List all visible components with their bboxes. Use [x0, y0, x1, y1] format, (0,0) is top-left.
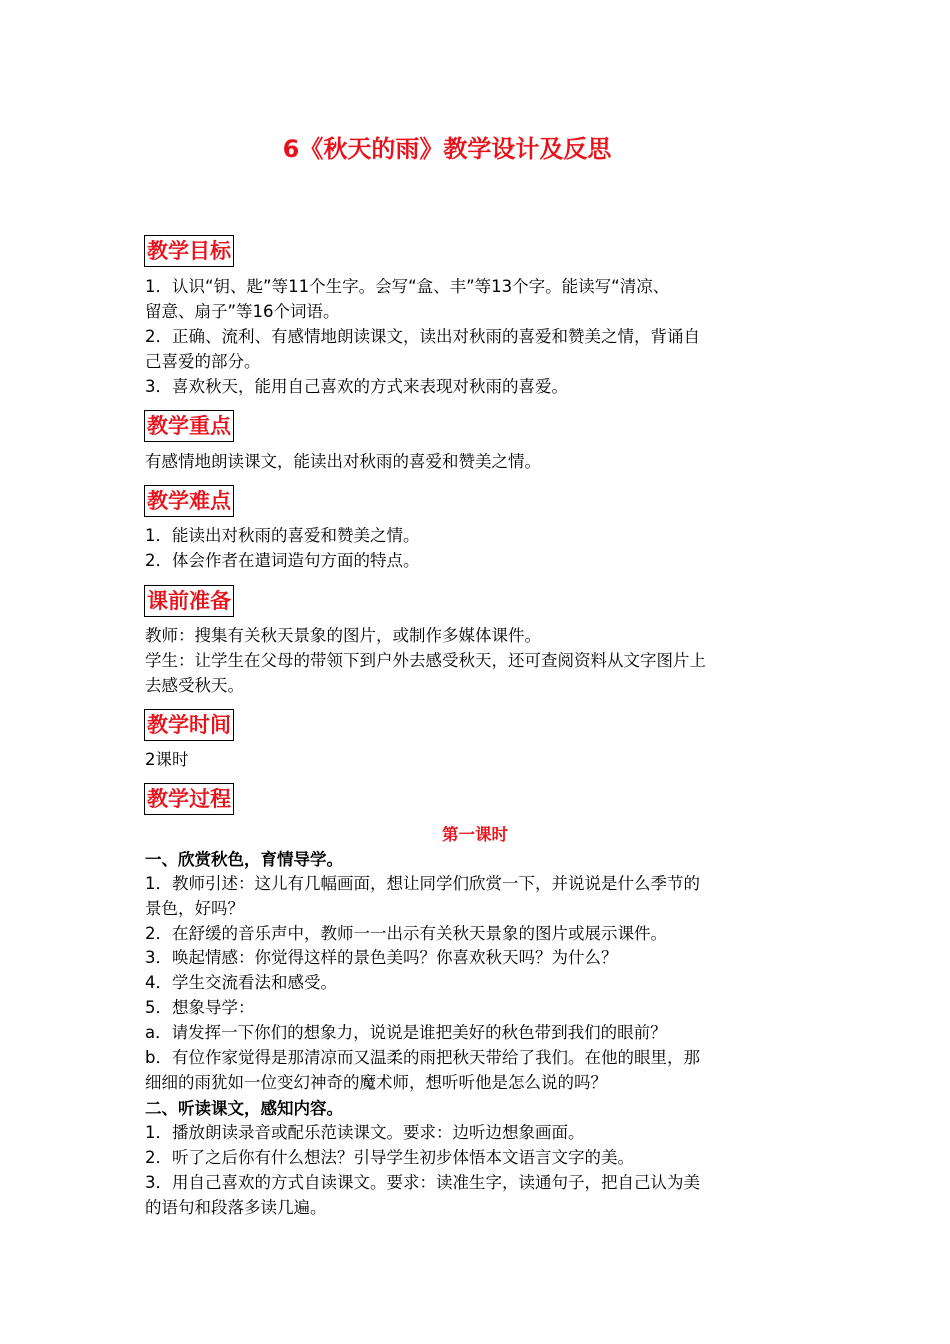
part2-title: 二、听读课文，感知内容。 [145, 1099, 343, 1118]
part1-line: 1．教师引述：这儿有几幅画面，想让同学们欣赏一下，并说说是什么季节的 [145, 874, 700, 893]
goals-line: 己喜爱的部分。 [145, 352, 261, 371]
section-heading-key-points: 教学重点 [144, 410, 234, 442]
section-heading-time: 教学时间 [144, 709, 234, 741]
part1-title: 一、欣赏秋色，育情导学。 [145, 850, 343, 869]
section-heading-process: 教学过程 [144, 783, 234, 815]
part2-line: 1．播放朗读录音或配乐范读课文。要求：边听边想象画面。 [145, 1123, 585, 1142]
part2-line: 2．听了之后你有什么想法？引导学生初步体悟本文语言文字的美。 [145, 1148, 634, 1167]
part1-line: 5．想象导学： [145, 998, 255, 1017]
part2-line: 3．用自己喜欢的方式自读课文。要求：读准生字，读通句子，把自己认为美 [145, 1173, 700, 1192]
preparation-line: 教师：搜集有关秋天景象的图片，或制作多媒体课件。 [145, 626, 541, 645]
part1-line: 2．在舒缓的音乐声中，教师一一出示有关秋天景象的图片或展示课件。 [145, 924, 667, 943]
goals-line: 留意、扇子”等16个词语。 [145, 302, 340, 321]
part1-line: 4．学生交流看法和感受。 [145, 973, 337, 992]
lesson-title: 第一课时 [442, 825, 508, 844]
difficulties-line: 1．能读出对秋雨的喜爱和赞美之情。 [145, 526, 420, 545]
part1-line: b．有位作家觉得是那清凉而又温柔的雨把秋天带给了我们。在他的眼里，那 [145, 1048, 700, 1067]
goals-line: 1．认识“钥、匙”等11个生字。会写“盒、丰”等13个字。能读写“清凉、 [145, 277, 670, 296]
section-heading-difficulties: 教学难点 [144, 485, 234, 517]
part2-line: 的语句和段落多读几遍。 [145, 1198, 327, 1217]
difficulties-line: 2．体会作者在遣词造句方面的特点。 [145, 551, 420, 570]
part1-line: 景色，好吗？ [145, 899, 244, 918]
section-heading-preparation: 课前准备 [144, 585, 234, 617]
part1-line: a．请发挥一下你们的想象力，说说是谁把美好的秋色带到我们的眼前？ [145, 1023, 667, 1042]
preparation-line: 去感受秋天。 [145, 676, 244, 695]
part1-line: 细细的雨犹如一位变幻神奇的魔术师，想听听他是怎么说的吗？ [145, 1073, 607, 1092]
section-heading-goals: 教学目标 [144, 235, 234, 267]
preparation-line: 学生：让学生在父母的带领下到户外去感受秋天，还可查阅资料从文字图片上 [145, 651, 706, 670]
goals-line: 3．喜欢秋天，能用自己喜欢的方式来表现对秋雨的喜爱。 [145, 377, 568, 396]
document-title: 6《秋天的雨》教学设计及反思 [282, 135, 612, 163]
key-points-line: 有感情地朗读课文，能读出对秋雨的喜爱和赞美之情。 [145, 452, 541, 471]
part1-line: 3．唤起情感：你觉得这样的景色美吗？你喜欢秋天吗？为什么？ [145, 948, 618, 967]
time-line: 2课时 [145, 750, 189, 769]
goals-line: 2．正确、流利、有感情地朗读课文，读出对秋雨的喜爱和赞美之情，背诵自 [145, 327, 700, 346]
